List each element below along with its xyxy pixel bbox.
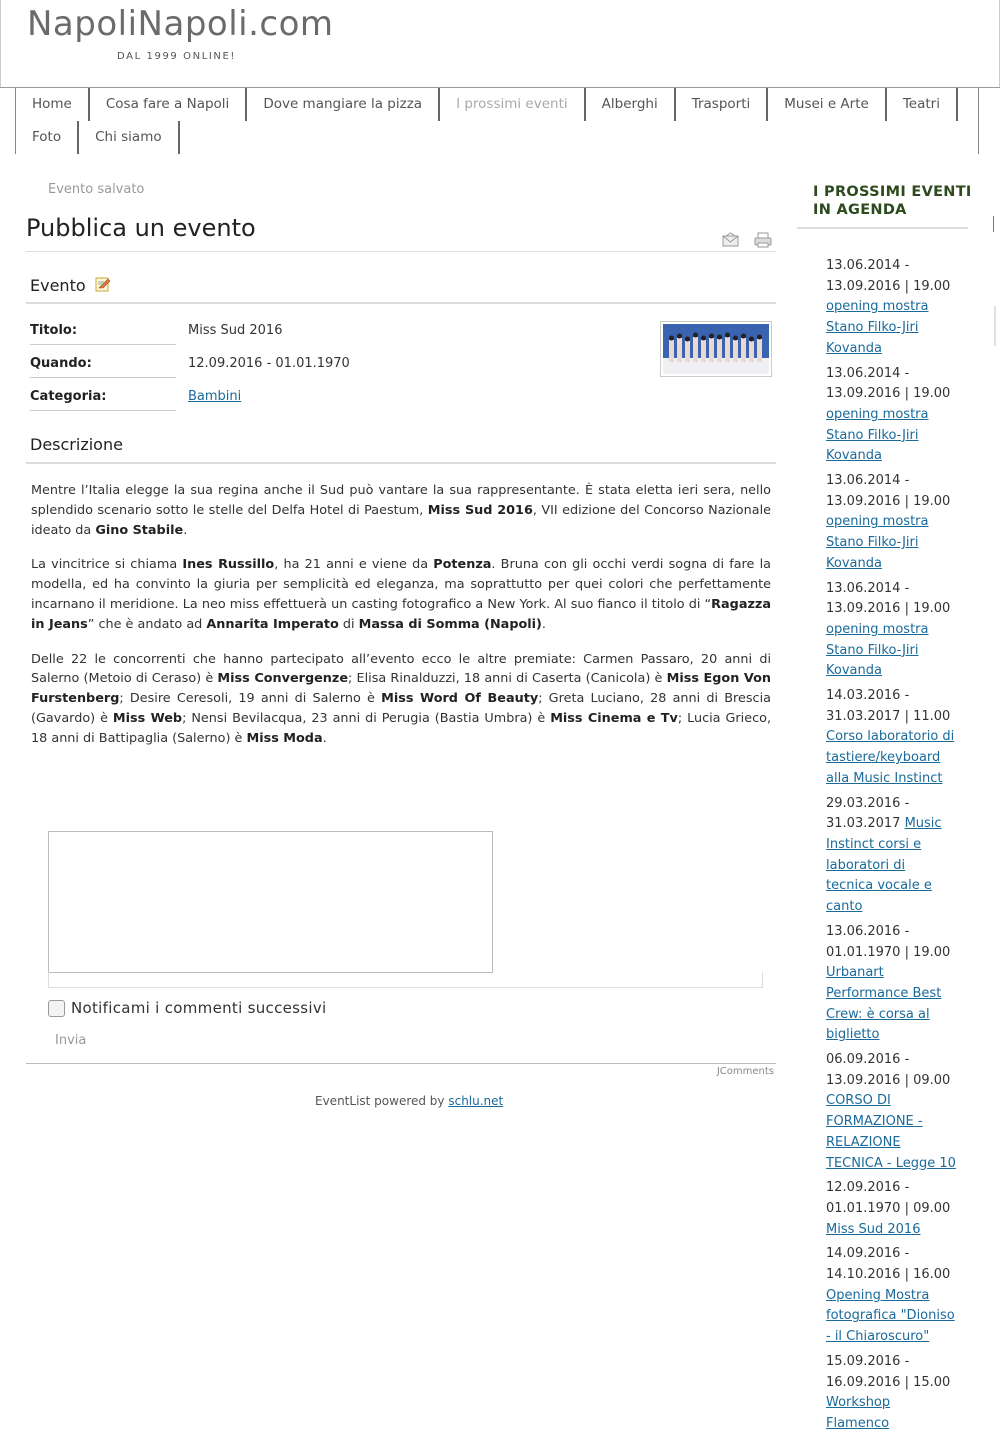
powered-prefix: EventList powered by — [315, 1094, 449, 1108]
page-title: Pubblica un evento — [26, 214, 256, 242]
comments-divider — [26, 1063, 776, 1064]
sidebar-title: I PROSSIMI EVENTI IN AGENDA — [813, 184, 972, 218]
title-value: Miss Sud 2016 — [188, 323, 283, 338]
event-dates: 14.03.2016 - 31.03.2017 | 11.00 — [826, 688, 951, 724]
nav-item-musei-e-arte[interactable]: Musei e Arte — [768, 88, 887, 121]
description-text: , VII edizione del Concorso Nazionale ideato da — [31, 502, 772, 538]
highlighted-text: Ragazza in Jeans — [31, 596, 771, 632]
event-section-heading — [30, 276, 111, 295]
nav-item-foto[interactable]: Foto — [16, 121, 79, 154]
sidebar-event-item — [826, 794, 956, 918]
event-link[interactable]: Opening Mostra fotografica "Dioniso - il Chiaroscuro" — [826, 1287, 955, 1345]
description-divider — [26, 462, 776, 464]
sidebar-event-item — [826, 1352, 956, 1435]
highlighted-text: Annarita Imperato — [206, 616, 339, 632]
description-text: . — [322, 730, 327, 746]
highlighted-text: Ines Russillo — [182, 557, 275, 573]
notify-row[interactable] — [48, 999, 327, 1017]
event-dates: 13.06.2014 - 13.09.2016 | 19.00 — [826, 473, 951, 509]
event-dates: 13.06.2016 - 01.01.1970 | 19.00 — [826, 923, 951, 960]
site-title[interactable]: NapoliNapoli.com — [27, 4, 334, 44]
event-link[interactable]: Workshop Flamenco — [826, 1395, 891, 1431]
event-dates: 29.03.2016 - 31.03.2017 — [826, 795, 910, 832]
category-value-wrap — [188, 389, 241, 404]
nav-item-alberghi[interactable]: Alberghi — [586, 88, 676, 121]
jcomments-credit: JComments — [716, 1066, 774, 1077]
comment-textarea[interactable] — [48, 831, 493, 973]
sidebar-event-item — [826, 1050, 956, 1174]
powered-by — [315, 1094, 503, 1108]
event-description — [31, 481, 771, 764]
description-text: ; Greta Luciano, 28 anni di Brescia (Gavardo) è — [31, 691, 771, 726]
description-text: ” che è andato ad — [87, 616, 207, 632]
highlighted-text: Gino Stabile — [95, 522, 184, 538]
sidebar-divider — [797, 227, 968, 229]
notify-label[interactable]: Notificami i commenti successivi — [71, 999, 327, 1017]
send-button[interactable]: Invia — [55, 1033, 87, 1048]
description-text: La vincitrice si chiama — [31, 557, 183, 573]
event-link[interactable]: Miss Sud 2016 — [826, 1221, 921, 1237]
article-tools — [722, 232, 772, 248]
nav-row-2 — [16, 121, 180, 154]
highlighted-text: Potenza — [433, 557, 492, 573]
envelope-icon[interactable] — [722, 232, 740, 248]
description-text: di — [338, 616, 359, 632]
notify-checkbox[interactable] — [48, 1000, 65, 1017]
highlighted-text: Miss Moda — [246, 730, 323, 746]
sidebar-event-item — [826, 471, 956, 575]
site-tagline: DAL 1999 ONLINE! — [117, 51, 237, 62]
sidebar-event-item — [826, 1244, 956, 1348]
description-paragraph — [31, 650, 771, 749]
event-photo[interactable] — [660, 321, 772, 377]
event-link[interactable]: Corso laboratorio di tastiere/keyboard alla Music Instinct — [826, 729, 955, 786]
event-dates: 13.06.2014 - 13.09.2016 | 19.00 — [826, 258, 951, 294]
highlighted-text: Miss Word Of Beauty — [381, 691, 539, 707]
event-link[interactable]: opening mostra Stano Filko-Jiri Kovanda — [826, 406, 929, 464]
description-text: . Bruna con gli occhi verdi sogna di fare la modella, ed ha convinto la giuria per semplicità ed eleganza, ma soprattutto per quei colori che perfettamente incarnano il meridione. La neo miss effettuerà un casting fotografico a New York. Al suo fianco il titolo di “ — [31, 557, 771, 612]
description-text: Delle 22 le concorrenti che hanno partecipato all’evento ecco le altre premiate: Carmen Passaro, 20 anni di Salerno (Metoio di Ceraso) è — [31, 651, 771, 687]
description-paragraph — [31, 555, 771, 634]
event-dates: 13.06.2014 - 13.09.2016 | 19.00 — [826, 580, 951, 617]
when-label: Quando: — [30, 356, 176, 378]
saved-message: Evento salvato — [48, 182, 145, 197]
nav-row-1 — [16, 88, 958, 121]
powered-link[interactable]: schlu.net — [448, 1094, 504, 1108]
highlighted-text: Massa di Somma (Napoli) — [358, 616, 542, 632]
sidebar-event-item — [826, 364, 956, 468]
highlighted-text: Miss Sud 2016 — [427, 502, 533, 518]
site-header — [0, 0, 1000, 88]
nav-item-i-prossimi-eventi[interactable]: I prossimi eventi — [440, 88, 586, 121]
sidebar-event-item — [826, 686, 956, 790]
description-text: Mentre l’Italia elegge la sua regina anche il Sud può vantare la sua rappresentante. È stata eletta ieri sera, nello splendido scenario sotto le stelle del Delfa Hotel di Paestum, — [31, 483, 771, 518]
nav-item-dove-mangiare-la-pizza[interactable]: Dove mangiare la pizza — [247, 88, 440, 121]
event-dates: 15.09.2016 - 16.09.2016 | 15.00 — [826, 1353, 951, 1390]
description-text: . — [183, 522, 188, 538]
event-section-divider — [26, 302, 776, 304]
event-photo-image — [663, 324, 769, 374]
nav-item-cosa-fare-a-napoli[interactable]: Cosa fare a Napoli — [90, 88, 247, 121]
highlighted-text: Miss Convergenze — [217, 671, 349, 687]
event-dates: 06.09.2016 - 13.09.2016 | 09.00 — [826, 1052, 951, 1088]
event-link[interactable]: Music Instinct corsi e laboratori di tecnica vocale e canto — [826, 816, 942, 915]
event-link[interactable]: opening mostra Stano Filko-Jiri Kovanda — [826, 621, 929, 679]
highlighted-text: Miss Egon Von Furstenberg — [31, 671, 771, 707]
scrollbar[interactable] — [994, 306, 996, 346]
description-text: ; Lucia Grieco, 18 anni di Battipaglia (Salerno) è — [31, 710, 772, 746]
description-text: ; Elisa Rinalduzzi, 18 anni di Caserta (Canicola) è — [348, 671, 667, 687]
nav-item-trasporti[interactable]: Trasporti — [676, 88, 769, 121]
sidebar-event-item — [826, 579, 956, 683]
upcoming-events-list — [826, 256, 956, 1439]
description-paragraph — [31, 481, 771, 540]
sidebar-event-item — [826, 1178, 956, 1240]
sidebar-event-item — [826, 922, 956, 1046]
description-text: ; Nensi Bevilacqua, 23 anni di Perugia (Bastia Umbra) è — [182, 710, 551, 726]
event-link[interactable]: opening mostra Stano Filko-Jiri Kovanda — [826, 514, 929, 571]
main-nav — [15, 88, 979, 154]
page-edge-mark — [993, 216, 994, 232]
description-text: ; Desire Ceresoli, 19 anni di Salerno è — [119, 691, 382, 707]
edit-icon[interactable] — [95, 276, 111, 292]
event-dates: 14.09.2016 - 14.10.2016 | 16.00 — [826, 1246, 951, 1283]
title-divider — [26, 251, 776, 252]
nav-item-teatri[interactable]: Teatri — [887, 88, 958, 121]
title-label: Titolo: — [30, 323, 176, 345]
event-dates: 12.09.2016 - 01.01.1970 | 09.00 — [826, 1180, 951, 1216]
event-link[interactable]: CORSO DI FORMAZIONE - RELAZIONE TECNICA - Legge 10 — [826, 1093, 956, 1171]
sidebar-event-item — [826, 256, 956, 360]
event-section-label: Evento — [30, 276, 86, 295]
category-label: Categoria: — [30, 389, 176, 411]
category-link[interactable]: Bambini — [188, 389, 242, 404]
highlighted-text: Miss Cinema e Tv — [550, 710, 678, 726]
event-link[interactable]: Urbanart Performance Best Crew: è corsa al biglietto — [826, 965, 942, 1043]
printer-icon[interactable] — [754, 232, 772, 248]
description-text: , ha 21 anni e viene da — [274, 557, 434, 573]
nav-item-chi-siamo[interactable]: Chi siamo — [79, 121, 180, 154]
highlighted-text: Miss Web — [112, 710, 183, 726]
when-value: 12.09.2016 - 01.01.1970 — [188, 356, 350, 371]
comment-toolbar-strip — [48, 972, 763, 988]
description-text: . — [541, 616, 546, 632]
event-link[interactable]: opening mostra Stano Filko-Jiri Kovanda — [826, 299, 929, 356]
nav-item-home[interactable]: Home — [16, 88, 90, 121]
description-heading: Descrizione — [30, 435, 123, 454]
event-dates: 13.06.2014 - 13.09.2016 | 19.00 — [826, 365, 951, 402]
